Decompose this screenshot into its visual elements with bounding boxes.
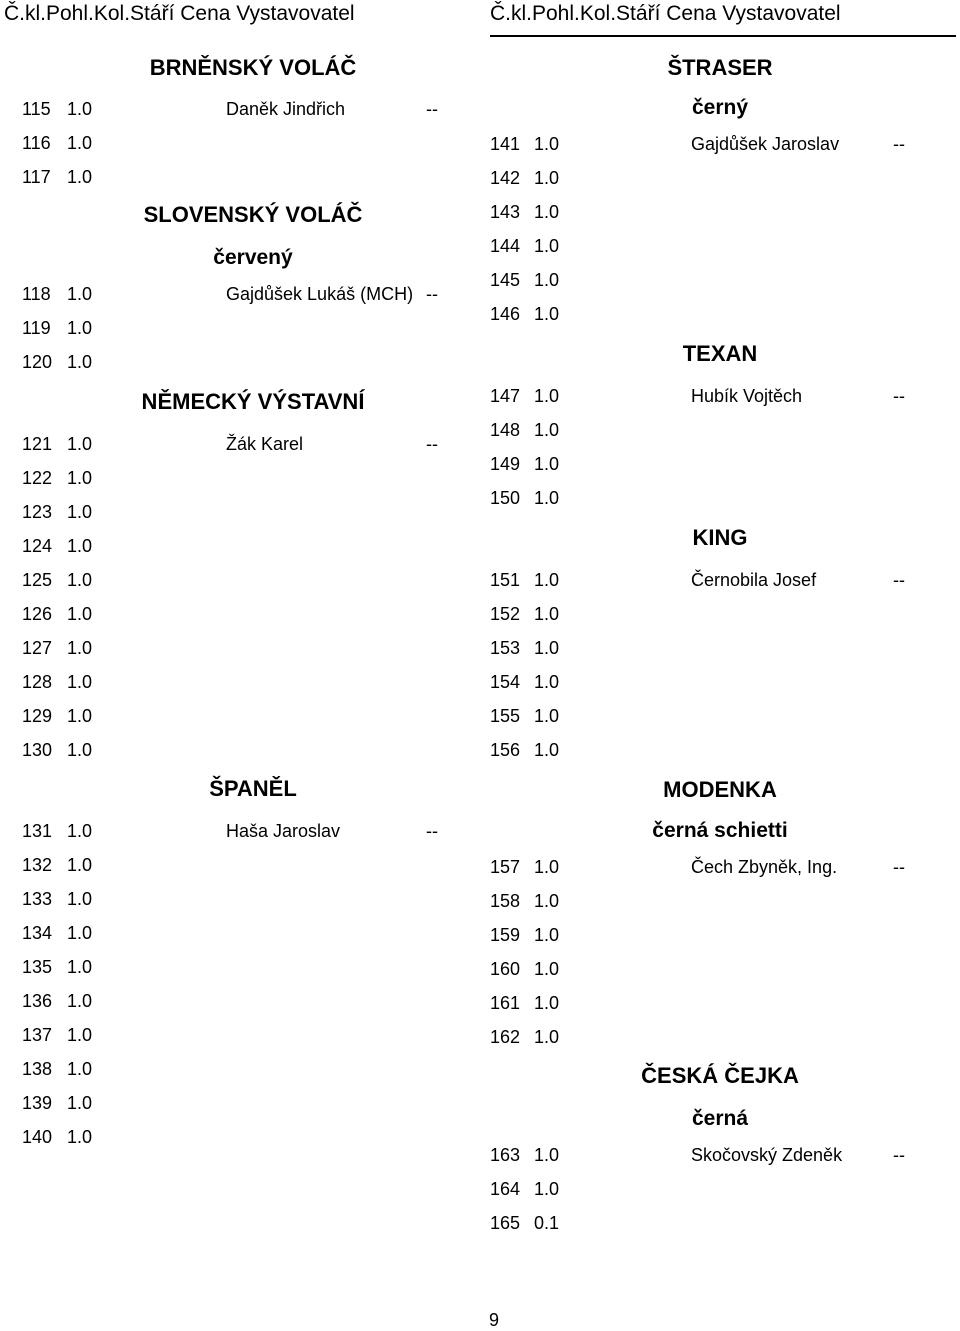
- breed-heading: ČESKÁ ČEJKA: [641, 1063, 799, 1088]
- breed-heading: KING: [692, 525, 748, 550]
- color-variety-heading: červený: [213, 246, 293, 269]
- breed-heading: ŠTRASER: [667, 55, 773, 80]
- entry-number: 153: [490, 638, 521, 658]
- color-variety-heading: černá: [691, 1107, 749, 1130]
- entry-number: 119: [22, 318, 51, 338]
- entry-score: 1.0: [67, 536, 93, 556]
- entry-number: 150: [490, 488, 521, 508]
- entry-score: 1.0: [67, 957, 93, 977]
- entry-score: 1.0: [67, 468, 93, 488]
- color-variety-heading: černý: [691, 96, 749, 119]
- column-header-right: Č.kl.Pohl.Kol.Stáří Cena Vystavovatel: [490, 2, 841, 25]
- price-dash: --: [426, 99, 438, 119]
- exhibitor-name: Černobila Josef: [691, 570, 817, 590]
- entry-score: 0.1: [534, 1213, 560, 1233]
- entry-number: 138: [22, 1059, 53, 1079]
- entry-score: 1.0: [67, 99, 93, 119]
- entry-number: 118: [22, 284, 51, 304]
- entry-number: 162: [490, 1027, 521, 1047]
- entry-number: 133: [22, 889, 53, 909]
- entry-score: 1.0: [67, 133, 93, 153]
- entry-number: 160: [490, 959, 521, 979]
- entry-score: 1.0: [67, 1127, 93, 1147]
- exhibitor-name: Skočovský Zdeněk: [691, 1145, 843, 1165]
- entry-score: 1.0: [534, 857, 560, 877]
- entry-number: 128: [22, 672, 53, 692]
- header-rule: [490, 35, 956, 37]
- price-dash: --: [893, 857, 905, 877]
- entry-number: 121: [22, 434, 53, 454]
- entry-score: 1.0: [534, 270, 560, 290]
- entry-score: 1.0: [534, 488, 560, 508]
- entry-number: 165: [490, 1213, 521, 1233]
- entry-number: 126: [22, 604, 53, 624]
- entry-number: 156: [490, 740, 521, 760]
- exhibitor-name: Gajdůšek Jaroslav: [691, 134, 840, 154]
- entry-score: 1.0: [534, 1145, 560, 1165]
- entry-score: 1.0: [67, 570, 93, 590]
- entry-number: 154: [490, 672, 521, 692]
- exhibitor-name: Žák Karel: [226, 434, 304, 454]
- breed-heading: NĚMECKÝ VÝSTAVNÍ: [141, 389, 365, 414]
- entry-score: 1.0: [534, 570, 560, 590]
- entry-score: 1.0: [534, 454, 560, 474]
- entry-number: 120: [22, 352, 53, 372]
- entry-number: 157: [490, 857, 521, 877]
- entry-number: 145: [490, 270, 521, 290]
- exhibitor-name: Haša Jaroslav: [226, 821, 341, 841]
- entry-number: 146: [490, 304, 521, 324]
- exhibitor-name: Hubík Vojtěch: [691, 386, 803, 406]
- entry-score: 1.0: [534, 925, 560, 945]
- entry-number: 141: [490, 134, 521, 154]
- entry-number: 144: [490, 236, 521, 256]
- entry-score: 1.0: [67, 1025, 93, 1045]
- price-dash: --: [893, 134, 905, 154]
- exhibitor-name: Čech Zbyněk, Ing.: [691, 857, 838, 877]
- price-dash: --: [893, 570, 905, 590]
- price-dash: --: [893, 1145, 905, 1165]
- entry-score: 1.0: [67, 318, 93, 338]
- breed-heading: MODENKA: [663, 777, 777, 802]
- price-dash: --: [426, 434, 438, 454]
- entry-score: 1.0: [67, 352, 93, 372]
- entry-score: 1.0: [67, 1059, 93, 1079]
- entry-number: 115: [22, 99, 51, 119]
- entry-score: 1.0: [534, 236, 560, 256]
- entry-number: 152: [490, 604, 521, 624]
- entry-number: 130: [22, 740, 53, 760]
- entry-score: 1.0: [534, 672, 560, 692]
- entry-number: 132: [22, 855, 53, 875]
- page-number: 9: [489, 1310, 500, 1330]
- entry-number: 142: [490, 168, 521, 188]
- entry-score: 1.0: [534, 959, 560, 979]
- entry-score: 1.0: [534, 891, 560, 911]
- entry-number: 129: [22, 706, 53, 726]
- entry-number: 135: [22, 957, 53, 977]
- entry-score: 1.0: [534, 638, 560, 658]
- entry-score: 1.0: [534, 304, 560, 324]
- price-dash: --: [426, 821, 438, 841]
- entry-score: 1.0: [67, 167, 93, 187]
- entry-score: 1.0: [534, 993, 560, 1013]
- entry-number: 131: [22, 821, 53, 841]
- breed-heading: TEXAN: [682, 341, 758, 366]
- entry-number: 143: [490, 202, 521, 222]
- entry-score: 1.0: [67, 889, 93, 909]
- entry-number: 125: [22, 570, 53, 590]
- entry-score: 1.0: [67, 434, 93, 454]
- entry-score: 1.0: [534, 202, 560, 222]
- entry-number: 158: [490, 891, 521, 911]
- entry-score: 1.0: [67, 1093, 93, 1113]
- entry-number: 161: [490, 993, 521, 1013]
- entry-score: 1.0: [67, 923, 93, 943]
- price-dash: --: [426, 284, 438, 304]
- entry-number: 164: [490, 1179, 521, 1199]
- entry-score: 1.0: [67, 502, 93, 522]
- entry-score: 1.0: [67, 638, 93, 658]
- column-header-left: Č.kl.Pohl.Kol.Stáří Cena Vystavovatel: [4, 2, 355, 25]
- entry-number: 148: [490, 420, 521, 440]
- entry-score: 1.0: [67, 706, 93, 726]
- entry-number: 155: [490, 706, 521, 726]
- entry-score: 1.0: [534, 420, 560, 440]
- entry-score: 1.0: [534, 740, 560, 760]
- entry-score: 1.0: [534, 386, 560, 406]
- entry-number: 149: [490, 454, 521, 474]
- breed-heading: BRNĚNSKÝ VOLÁČ: [149, 55, 357, 80]
- entry-number: 159: [490, 925, 521, 945]
- entry-number: 134: [22, 923, 53, 943]
- color-variety-heading: černá schietti: [652, 819, 788, 842]
- entry-score: 1.0: [67, 284, 93, 304]
- entry-score: 1.0: [534, 1179, 560, 1199]
- entry-score: 1.0: [534, 604, 560, 624]
- exhibitor-name: Gajdůšek Lukáš (MCH): [226, 284, 414, 304]
- entry-score: 1.0: [67, 855, 93, 875]
- entry-number: 140: [22, 1127, 53, 1147]
- entry-score: 1.0: [67, 821, 93, 841]
- entry-score: 1.0: [534, 134, 560, 154]
- entry-score: 1.0: [67, 991, 93, 1011]
- entry-number: 163: [490, 1145, 521, 1165]
- entry-score: 1.0: [534, 1027, 560, 1047]
- entry-score: 1.0: [534, 168, 560, 188]
- entry-number: 123: [22, 502, 53, 522]
- entry-number: 116: [22, 133, 51, 153]
- entry-number: 147: [490, 386, 521, 406]
- breed-heading: SLOVENSKÝ VOLÁČ: [143, 202, 363, 227]
- price-dash: --: [893, 386, 905, 406]
- entry-score: 1.0: [67, 604, 93, 624]
- entry-number: 137: [22, 1025, 53, 1045]
- entry-number: 117: [22, 167, 51, 187]
- entry-number: 124: [22, 536, 53, 556]
- entry-number: 127: [22, 638, 53, 658]
- entry-score: 1.0: [67, 740, 93, 760]
- entry-number: 139: [22, 1093, 53, 1113]
- entry-score: 1.0: [67, 672, 93, 692]
- entry-number: 151: [490, 570, 521, 590]
- entry-number: 122: [22, 468, 53, 488]
- entry-score: 1.0: [534, 706, 560, 726]
- entry-number: 136: [22, 991, 53, 1011]
- breed-heading: ŠPANĚL: [209, 776, 297, 801]
- exhibitor-name: Daněk Jindřich: [226, 99, 346, 119]
